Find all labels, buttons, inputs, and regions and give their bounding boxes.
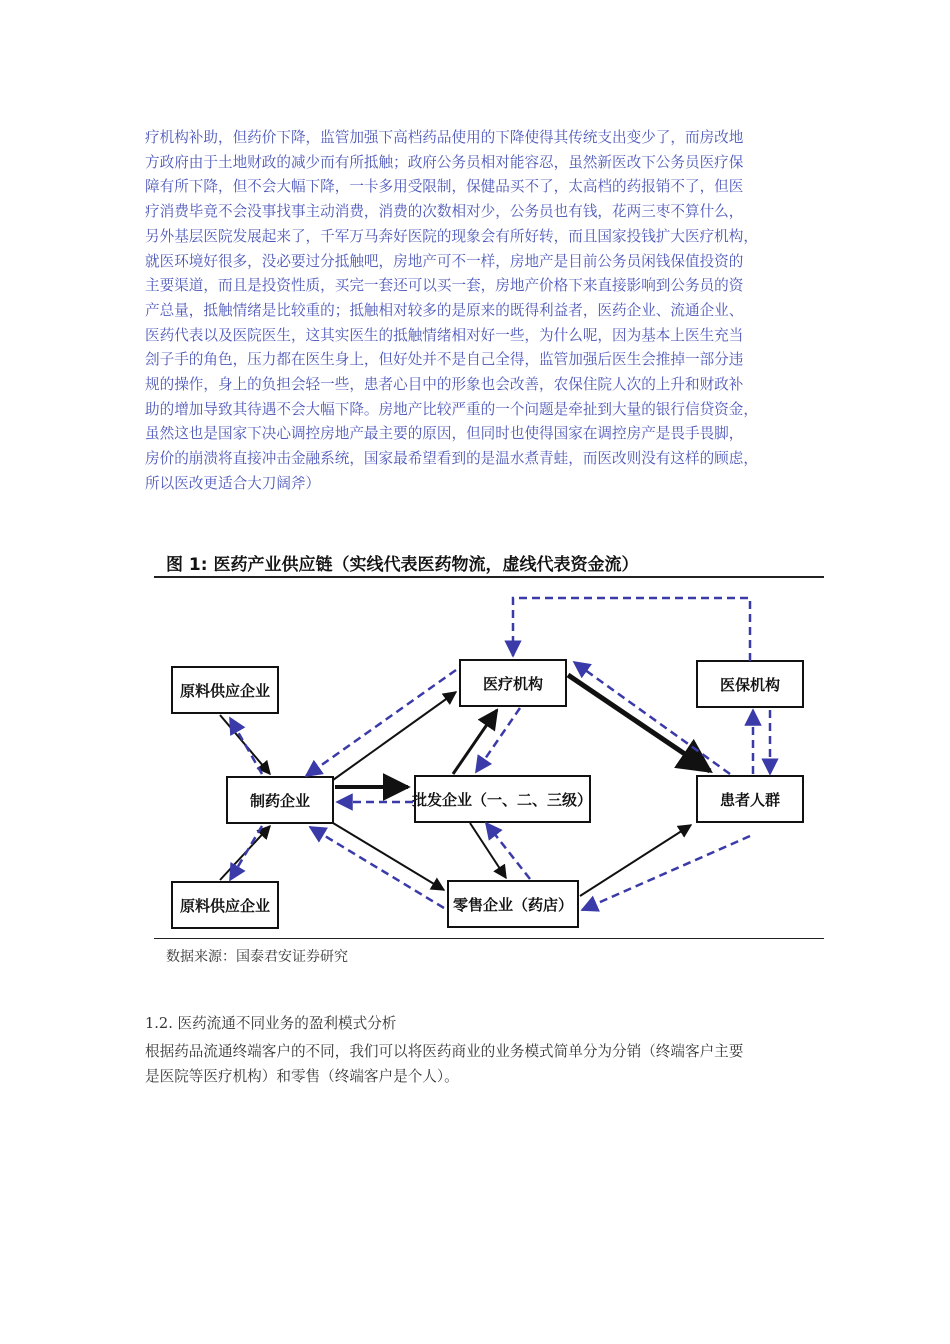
paragraph-line: 障有所下降，但不会大幅下降，一卡多用受限制，保健品买不了，太高档的药报销不了，但医: [145, 178, 744, 196]
node-patients: [697, 776, 803, 822]
body-paragraph-blue: [145, 126, 810, 497]
paragraph-line: 疗机构补助，但药价下降，监管加强下高档药品使用的下降使得其传统支出变少了，而房改地: [145, 129, 744, 146]
arrow-wholesale-to-medical: [453, 710, 497, 774]
paragraph-line: 房价的崩溃将直接冲击金融系统，国家最希望看到的是温水煮青蛙，而医改则没有这样的顾虑，: [145, 450, 758, 468]
arrow-wholesale-to-retail: [470, 823, 506, 878]
node-label: 医保机构: [719, 676, 781, 694]
body-paragraph-black: [145, 1040, 810, 1089]
paragraph-line: 所以医改更适合大刀阔斧）: [145, 474, 321, 492]
paragraph-line: 产总量，抵触情绪是比较重的；抵触相对较多的是原来的既得利益者，医药企业、流通企业、: [145, 301, 744, 319]
paragraph-line: 助的增加导致其待遇不会大幅下降。房地产比较严重的一个问题是牵扯到大量的银行信贷资金，: [145, 400, 758, 418]
figure-title: 图 1: 医药产业供应链（实线代表医药物流，虚线代表资金流）: [166, 555, 639, 575]
node-label: 患者人群: [719, 791, 781, 809]
node-label: 原料供应企业: [179, 682, 271, 700]
paragraph-line: 疗消费毕竟不会没事找事主动消费，消费的次数相对少，公务员也有钱，花两三枣不算什么，: [145, 203, 744, 221]
figure-bottom-rule: [154, 938, 824, 939]
node-wholesale: [412, 776, 592, 822]
arrow-medical-to-wholesale: [476, 708, 520, 772]
node-raw-supplier-bottom: [172, 882, 278, 928]
arrow-patients-to-retail: [582, 836, 750, 910]
figure-source: 数据来源：国泰君安证券研究: [166, 949, 348, 965]
supply-chain-diagram: [150, 540, 830, 940]
supply-chain-figure: [150, 540, 830, 980]
arrow-raw-top-to-pharma: [220, 715, 270, 774]
arrow-medical-to-patients: [568, 675, 710, 771]
node-retail: [448, 881, 578, 927]
arrow-insurance-to-medical: [513, 598, 750, 661]
arrow-medical-to-pharma: [306, 670, 456, 776]
node-label: 原料供应企业: [179, 897, 271, 915]
node-label: 批发企业（一、二、三级）: [411, 791, 593, 809]
arrow-retail-to-wholesale: [486, 823, 530, 879]
arrow-pharma-to-raw-bottom: [230, 826, 262, 880]
paragraph-line: 医药代表以及医院医生，这其实医生的抵触情绪相对好一些，为什么呢，因为基本上医生充当: [145, 326, 744, 344]
section-heading: 1.2. 医药流通不同业务的盈利模式分析: [145, 1015, 397, 1032]
arrow-pharma-to-retail: [333, 823, 444, 890]
paragraph-line: 根据药品流通终端客户的不同，我们可以将医药商业的业务模式简单分为分销（终端客户主要: [145, 1043, 744, 1060]
node-label: 制药企业: [249, 792, 311, 810]
node-raw-supplier-top: [172, 667, 278, 713]
node-label: 医疗机构: [482, 675, 544, 693]
paragraph-line: 规的操作，身上的负担会轻一些，患者心目中的形象也会改善，农保住院人次的上升和财政补: [145, 376, 744, 394]
node-medical-institution: [460, 660, 566, 706]
paragraph-line: 主要渠道，而且是投资性质，买完一套还可以买一套，房地产价格下来直接影响到公务员的资: [145, 277, 744, 295]
paragraph-line: 就医环境好很多，没必要过分抵触吧，房地产可不一样，房地产是目前公务员闲钱保值投资的: [145, 252, 744, 270]
arrow-pharma-to-raw-top: [230, 718, 262, 774]
node-insurance: [697, 661, 803, 707]
paragraph-line: 另外基层医院发展起来了，千军万马奔好医院的现象会有所好转，而且国家投钱扩大医疗机构，: [145, 227, 758, 245]
paragraph-line: 方政府由于土地财政的减少而有所抵触；政府公务员相对能容忍，虽然新医改下公务员医疗保: [145, 153, 744, 171]
arrow-retail-to-pharma: [310, 827, 444, 908]
arrow-pharma-to-medical: [333, 692, 456, 780]
paragraph-line: 虽然这也是国家下决心调控房地产最主要的原因，但同时也使得国家在调控房产是畏手畏脚，: [145, 425, 744, 443]
paragraph-line: 刽子手的角色，压力都在医生身上，但好处并不是自己全得，监管加强后医生会推掉一部分违: [145, 351, 744, 369]
node-pharma: [227, 777, 333, 823]
node-label: 零售企业（药店）: [452, 896, 574, 914]
paragraph-line: 是医院等医疗机构）和零售（终端客户是个人）。: [145, 1067, 459, 1085]
